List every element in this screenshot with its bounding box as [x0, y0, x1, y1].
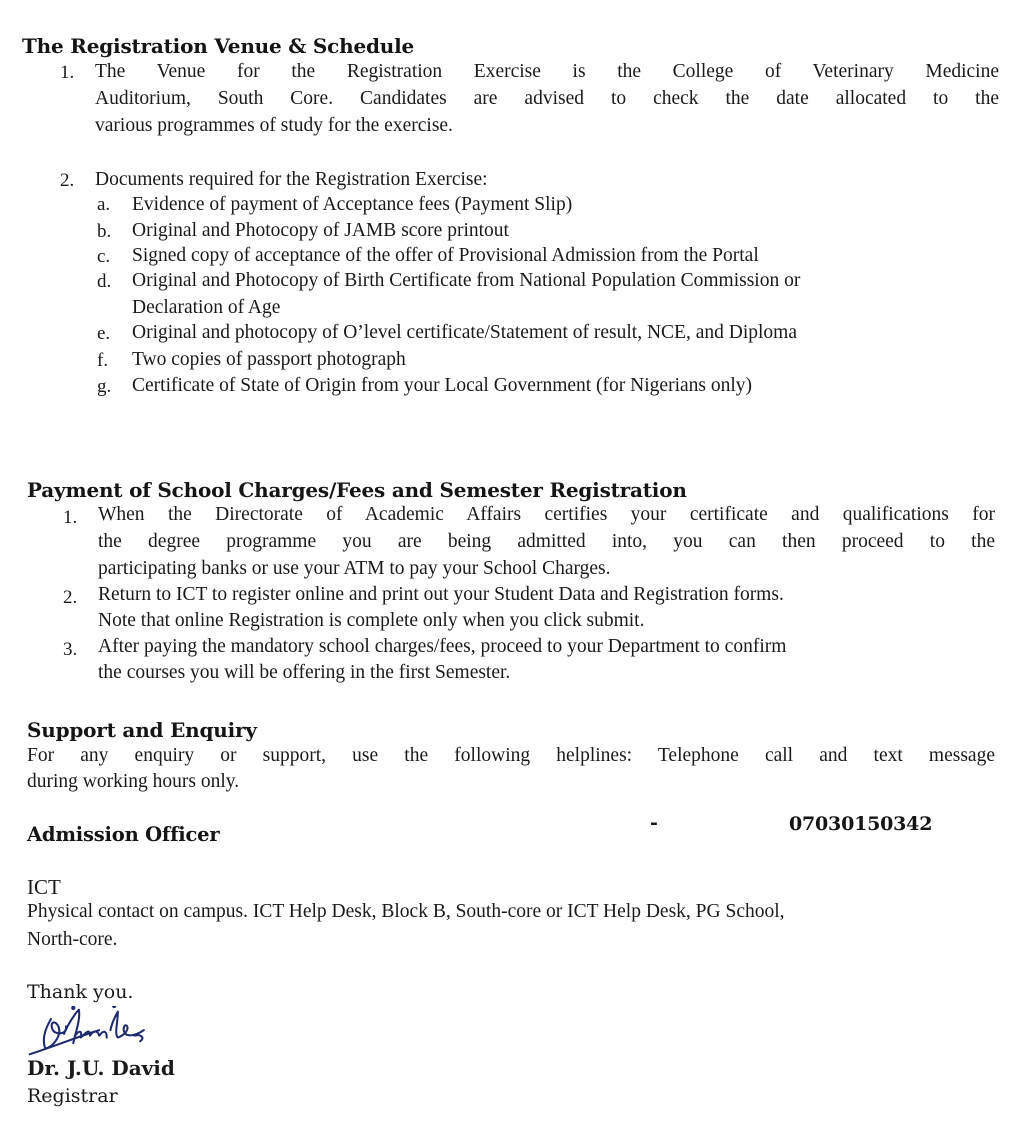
- list-item-line: The Venue for the Registration Exercise is the College of Veterinary Medicine: [95, 61, 999, 82]
- list-number: 1.: [63, 507, 78, 528]
- sublist-item: Original and photocopy of O’level certificate/Statement of result, NCE, and Diploma: [132, 322, 797, 343]
- sublist-letter: a.: [97, 194, 111, 215]
- list-item-line: participating banks or use your ATM to pay your School Charges.: [98, 558, 611, 579]
- support-text-line: during working hours only.: [27, 771, 240, 792]
- list-item-line: the degree programme you are being admitted into, you can then proceed to the: [98, 531, 995, 552]
- list-item-line: the courses you will be offering in the first Semester.: [98, 662, 511, 683]
- contact-phone[interactable]: 07030150342: [789, 813, 933, 835]
- ict-text-line: Physical contact on campus. ICT Help Desk, Block B, South-core or ICT Help Desk, PG School,: [27, 901, 785, 922]
- sublist-letter: g.: [97, 376, 112, 397]
- list-number: 2.: [60, 170, 75, 191]
- signatory-name: Dr. J.U. David: [27, 1056, 175, 1080]
- contact-separator: -: [650, 812, 658, 834]
- section-heading-ict: ICT: [27, 875, 61, 899]
- sublist-item: Two copies of passport photograph: [132, 349, 406, 370]
- contact-label: Admission Officer: [27, 823, 220, 846]
- sublist-item: Original and Photocopy of JAMB score printout: [132, 220, 509, 241]
- sublist-letter: e.: [97, 323, 111, 344]
- sublist-letter: f.: [97, 350, 109, 371]
- section-heading-support: Support and Enquiry: [27, 718, 257, 742]
- sublist-item: Certificate of State of Origin from your Local Government (for Nigerians only): [132, 375, 753, 396]
- list-number: 2.: [63, 587, 78, 608]
- sublist-item: Declaration of Age: [132, 297, 281, 318]
- support-text-line: For any enquiry or support, use the following helplines: Telephone call and text message: [27, 745, 995, 766]
- list-item-line: Note that online Registration is complete only when you click submit.: [98, 610, 645, 631]
- closing-thanks: Thank you.: [27, 981, 134, 1003]
- list-item-line: various programmes of study for the exercise.: [95, 115, 453, 136]
- list-number: 3.: [63, 639, 78, 660]
- list-number: 1.: [60, 62, 75, 83]
- signatory-title: Registrar: [27, 1085, 118, 1107]
- list-item-line: Documents required for the Registration Exercise:: [95, 169, 488, 190]
- list-item-line: Return to ICT to register online and print out your Student Data and Registration forms.: [98, 584, 784, 605]
- signature-image: [20, 1006, 160, 1058]
- section-heading-payment: Payment of School Charges/Fees and Semester Registration: [27, 478, 687, 502]
- list-item-line: Auditorium, South Core. Candidates are advised to check the date allocated to the: [95, 88, 999, 109]
- list-item-line: After paying the mandatory school charges/fees, proceed to your Department to confirm: [98, 636, 787, 657]
- sublist-letter: d.: [97, 271, 112, 292]
- sublist-letter: c.: [97, 246, 111, 267]
- sublist-item: Signed copy of acceptance of the offer of Provisional Admission from the Portal: [132, 245, 759, 266]
- section-heading-registration-venue: The Registration Venue & Schedule: [22, 34, 415, 58]
- signature-strokes: [30, 1006, 144, 1054]
- ict-text-line: North-core.: [27, 929, 118, 950]
- sublist-item: Original and Photocopy of Birth Certificate from National Population Commission or: [132, 270, 801, 291]
- list-item-line: When the Directorate of Academic Affairs certifies your certificate and qualifications for: [98, 504, 995, 525]
- sublist-item: Evidence of payment of Acceptance fees (Payment Slip): [132, 194, 573, 215]
- sublist-letter: b.: [97, 221, 112, 242]
